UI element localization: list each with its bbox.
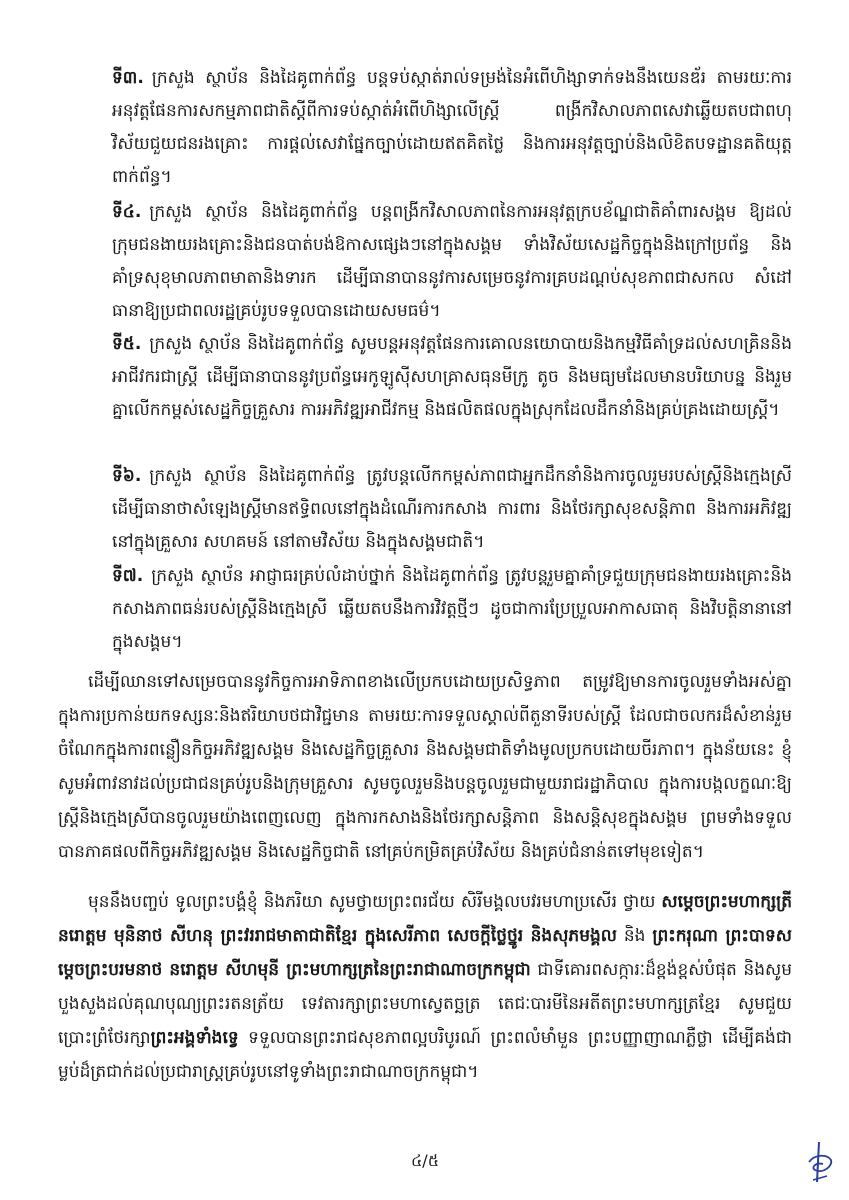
queen-mother-title: សម្តេចព្រះមហាក្សត្រី នរោត្តម មុនិនាថ សីហនុ ព្រះវររាជមាតាជាតិខ្មែរ ក្នុងសេរីភាព សេចក្តីថ្លៃថ្នូរ និងសុភមង្គល xyxy=(58,892,792,946)
item-text: ក្រសួង ស្ថាប័ន និងដៃគូពាក់ព័ន្ធ បន្តទប់ស្កាត់រាល់ទម្រង់នៃអំពើហិង្សាទាក់ទងនឹងយេនឌ័រ តាមរយៈការអនុវត្តផែនការសកម្មភាពជាតិស្តីពីការទប់ស្កាត់អំពើហិង្សាលើស្ត្រី ពង្រីកវិសាលភាពសេវាឆ្លើយតបជាពហុវិស័យជួយជនរងគ្រោះ ការផ្តល់សេវាផ្នែកច្បាប់ដោយឥតគិតថ្លៃ និងការអនុវត្តច្បាប់និងលិខិតបទដ្ឋានគតិយុត្តពាក់ព័ន្ធ។ xyxy=(112,68,792,187)
page-number: ៤/៥ xyxy=(410,1151,440,1170)
list-item-7 xyxy=(112,560,792,659)
item-text: ក្រសួង ស្ថាប័ន និងដៃគូពាក់ព័ន្ធ បន្តពង្រីកវិសាលភាពនៃការអនុវត្តក្របខ័ណ្ឌជាតិគាំពារសង្គម ឱ្យដល់ក្រុមជនងាយរងគ្រោះនិងជនបាត់បង់ឱកាសផ្សេងៗនៅក្នុងសង្គម ទាំងវិស័យសេដ្ឋកិច្ចក្នុងនិងក្រៅប្រព័ន្ធ និងគាំទ្រសុខុមាលភាពមាតានិងទារក ដើម្បីធានាបាននូវការសម្រេចនូវការគ្របដណ្តប់សុខភាពជាសកល សំដៅធានាឱ្យប្រជាពលរដ្ឋគ្រប់រូបទទួលបានដោយសមធម៌។ xyxy=(112,202,792,321)
handwritten-signature-icon xyxy=(805,1140,835,1185)
closing-text: មុននឹងបញ្ចប់ ទូលព្រះបង្គំខ្ញុំ និងភរិយា សូមថ្វាយព្រះពរជ័យ សិរីមង្គលបវរមហាប្រសើរ ថ្វាយ xyxy=(88,892,662,912)
closing-text: ទទួលបានព្រះរាជសុខភាពល្អបរិបូរណ៍ ព្រះពលំមាំមួន ព្រះបញ្ញាញាណភ្លឺថ្លា ដើម្បីគង់ជាម្លប់ដ៏ត្រជាក់ដល់ប្រជារាស្ត្រគ្រប់រូបនៅទូទាំងព្រះរាជាណាចក្រកម្ពុជា។ xyxy=(58,1028,792,1082)
royal-reference: ព្រះអង្គទាំងទ្វេ xyxy=(150,1028,239,1048)
body-paragraph: ដើម្បីឈានទៅសម្រេចបាននូវកិច្ចការអាទិភាពខាងលើប្រកបដោយប្រសិទ្ធភាព តម្រូវឱ្យមានការចូលរួមទាំងអស់គ្នាក្នុងការប្រកាន់យកទស្សនៈនិងឥរិយាបថជាវិជ្ជមាន តាមរយៈការទទួលស្គាល់ពីតួនាទីរបស់ស្ត្រី ដែលជាចលករដ៏សំខាន់រួមចំណែកក្នុងការពន្លឿនកិច្ចអភិវឌ្ឍសង្គម និងសេដ្ឋកិច្ចគ្រួសារ និងសង្គមជាតិទាំងមូលប្រកបដោយចីរភាព។ ក្នុងន័យនេះ ខ្ញុំសូមអំពាវនាវដល់ប្រជាជនគ្រប់រូបនិងក្រុមគ្រួសារ សូមចូលរួមនិងបន្តចូលរួមជាមួយរាជរដ្ឋាភិបាល ក្នុងការបង្កលក្ខណៈឱ្យស្ត្រីនិងក្មេងស្រីបានចូលរួមយ៉ាងពេញលេញ ក្នុងការកសាងនិងថែរក្សាសន្តិភាព និងសន្តិសុខក្នុងសង្គម ព្រមទាំងទទួលបានភាគផលពីកិច្ចអភិវឌ្ឍសង្គម និងសេដ្ឋកិច្ចជាតិ នៅគ្រប់កម្រិតគ្រប់វិស័យ និងគ្រប់ជំនាន់តទៅមុខទៀត។ xyxy=(58,672,792,862)
item-number: ទី៣. xyxy=(112,68,144,88)
list-item-6 xyxy=(112,460,792,559)
closing-paragraph xyxy=(58,885,792,1089)
item-text: ក្រសួង ស្ថាប័ន និងដៃគូពាក់ព័ន្ធ សូមបន្តអនុវត្តផែនការគោលនយោបាយនិងកម្មវិធីគាំទ្រដល់សហគ្រិននិងអាជីវករជាស្ត្រី ដើម្បីធានាបាននូវប្រព័ន្ធអេកូឡូស៊ីសហគ្រាសធុនមីក្រូ តូច និងមធ្យមដែលមានបរិយាបន្ន និងរួមគ្នាលើកកម្ពស់សេដ្ឋកិច្ចគ្រួសារ ការអភិវឌ្ឍអាជីវកម្ម និងផលិតផលក្នុងស្រុកដែលដឹកនាំនិងគ្រប់គ្រងដោយស្ត្រី។ xyxy=(112,334,792,420)
list-item-4 xyxy=(112,196,792,328)
signature-icon xyxy=(805,1140,835,1185)
item-number: ទី៥. xyxy=(112,334,142,354)
item-number: ទី៦. xyxy=(112,466,142,486)
list-item-5 xyxy=(112,328,792,427)
closing-text: ជាទីគោរពសក្ការៈដ៏ខ្ពង់ខ្ពស់បំផុត និងសូមបួងសួងដល់គុណបុណ្យព្រះរតនត្រ័យ ទេវតារក្សាព្រះមហាស្វេតច្ឆត្រ តេជៈបារមីនៃអតីតព្រះមហាក្សត្រខ្មែរ សូមជួយប្រោះព្រំថែរក្សា xyxy=(58,960,792,1048)
king-title: ព្រះករុណា ព្រះបាទសម្តេចព្រះបរមនាថ នរោត្តម សីហមុនី ព្រះមហាក្សត្រនៃព្រះរាជាណាចក្រកម្ពុជា xyxy=(58,926,792,980)
closing-text: និង xyxy=(616,926,653,946)
list-item-3 xyxy=(112,62,792,194)
item-number: ទី៤. xyxy=(112,202,142,222)
item-text: ក្រសួង ស្ថាប័ន អាជ្ញាធរគ្រប់លំដាប់ថ្នាក់ និងដៃគូពាក់ព័ន្ធ ត្រូវបន្តរួមគ្នាគាំទ្រជួយក្រុមជនងាយរងគ្រោះនិងកសាងភាពធន់របស់ស្ត្រីនិងក្មេងស្រី ឆ្លើយតបនឹងការវិវត្តថ្មីៗ ដូចជាការប្រែប្រួលអាកាសធាតុ និងវិបត្តិនានានៅក្នុងសង្គម។ xyxy=(112,566,792,652)
item-text: ក្រសួង ស្ថាប័ន និងដៃគូពាក់ព័ន្ធ ត្រូវបន្តលើកកម្ពស់ភាពជាអ្នកដឹកនាំនិងការចូលរួមរបស់ស្ត្រីនិងក្មេងស្រី ដើម្បីធានាថាសំឡេងស្ត្រីមានឥទ្ធិពលនៅក្នុងដំណើរការកសាង ការពារ និងថែរក្សាសុខសន្តិភាព និងការអភិវឌ្ឍ នៅក្នុងគ្រួសារ សហគមន៍ នៅតាមវិស័យ និងក្នុងសង្គមជាតិ។ xyxy=(112,466,792,552)
item-number: ទី៧. xyxy=(112,566,144,586)
